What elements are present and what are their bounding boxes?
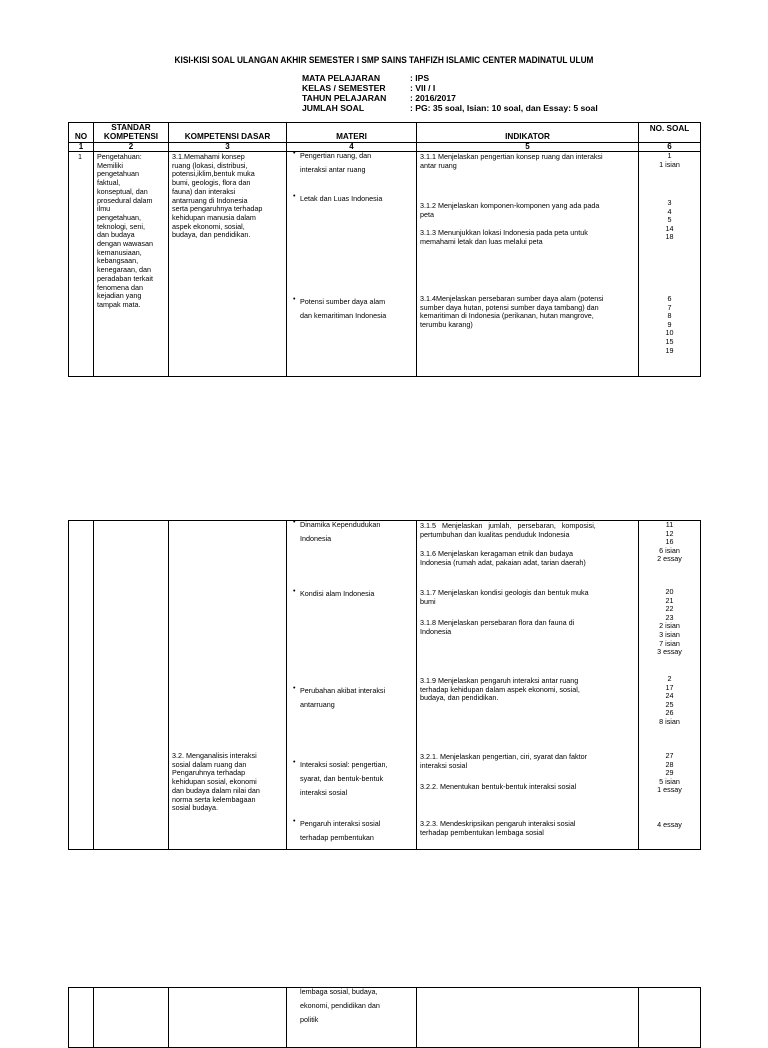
no-soal-item: 26 <box>665 708 674 718</box>
sk-line: kenegaraan, dan <box>97 265 151 275</box>
materi-line: Perubahan akibat interaksi <box>300 686 386 695</box>
table-row <box>69 988 701 1048</box>
bullet-icon: • <box>293 816 296 825</box>
no-soal-item: 23 <box>665 612 674 622</box>
kd-line: 3.1.Memahami konsep <box>172 152 245 161</box>
materi-line: Letak dan Luas Indonesia <box>300 194 383 203</box>
row-number: 1 <box>78 152 82 161</box>
materi-item <box>293 684 413 712</box>
materi-line: interaksi antar ruang <box>300 165 366 174</box>
indikator-item <box>420 619 634 636</box>
sk-line: Memiliki <box>97 160 123 170</box>
bullet-icon: • <box>293 757 296 766</box>
no-soal-item: 8 isian <box>659 716 680 726</box>
kd-line: ruang (lokasi, distribusi, <box>172 160 248 170</box>
bullet-icon: • <box>293 517 296 526</box>
sk-line: kemanusiaan, <box>97 247 142 257</box>
cell-indikator <box>417 988 639 1048</box>
column-number: 4 <box>287 143 417 152</box>
kd-line: bumi, geologis, flora dan <box>172 178 251 188</box>
cell-no-soal <box>639 152 701 377</box>
indikator-line: Indonesia (rumah adat, pakaian adat, tarian daerah) <box>420 557 586 567</box>
indikator-line: peta <box>420 209 434 219</box>
sk-line: dan budaya <box>97 230 135 240</box>
indikator-line: 3.1.3 Menunjukkan lokasi Indonesia pada peta untuk <box>420 228 588 237</box>
no-soal-item: 27 <box>665 751 674 760</box>
kd-line: serta pengaruhnya terhadap <box>172 204 263 214</box>
sk-line: tampak mata. <box>97 299 141 309</box>
indikator-line: 3.1.4Menjelaskan persebaran sumber daya alam (potensi <box>420 294 604 303</box>
no-soal-group <box>639 152 700 169</box>
sk-line: ilmu <box>97 204 111 214</box>
table-row <box>69 521 701 850</box>
header-no-soal: NO. SOAL <box>639 123 701 143</box>
bullet-icon: • <box>293 148 296 157</box>
indikator-item <box>420 589 634 606</box>
no-soal-item: 4 essay <box>657 820 682 829</box>
materi-item <box>293 587 413 601</box>
indikator-item <box>420 677 634 703</box>
materi-line: Dinamika Kependudukan <box>300 520 381 529</box>
bullet-icon: • <box>293 294 296 303</box>
meta-value: : IPS <box>410 73 430 83</box>
bullet-icon: • <box>293 683 296 692</box>
meta-key: TAHUN PELAJARAN <box>302 93 387 103</box>
no-soal-item: 1 essay <box>657 785 682 795</box>
no-soal-item: 16 <box>665 537 674 547</box>
no-soal-item: 17 <box>665 682 674 692</box>
no-soal-item: 2 essay <box>657 554 682 564</box>
indikator-line: 3.1.9 Menjelaskan pengaruh interaksi antar ruang <box>420 676 579 685</box>
no-soal-item: 9 <box>667 319 672 329</box>
kd-line: potensi,iklim,bentuk muka <box>172 169 255 179</box>
kd-line: antarruang di Indonesia <box>172 195 248 205</box>
kd-line: sosial dalam ruang dan <box>172 759 247 769</box>
header-sk-line: KOMPETENSI <box>103 132 159 141</box>
meta-key: MATA PELAJARAN <box>302 73 381 83</box>
materi-item <box>293 518 413 546</box>
indikator-line: 3.1.7 Menjelaskan kondisi geologis dan bentuk muka <box>420 588 589 597</box>
sk-line: dengan wawasan <box>97 239 153 249</box>
sk-line: kebangsaan, <box>97 256 139 266</box>
no-soal-item: 24 <box>665 691 674 701</box>
indikator-line: bumi <box>420 596 436 606</box>
cell-materi <box>287 148 417 377</box>
no-soal-item: 20 <box>665 587 674 596</box>
materi-line: syarat, dan bentuk-bentuk <box>300 774 384 783</box>
materi-line: politik <box>300 1015 319 1024</box>
indikator-item <box>420 202 634 219</box>
materi-line: interaksi sosial <box>300 788 348 797</box>
no-soal-group <box>639 821 700 830</box>
sk-line: faktual, <box>97 178 121 188</box>
no-soal-item: 6 isian <box>659 545 680 555</box>
no-soal-item: 29 <box>665 768 674 778</box>
kd-line: Pengaruhnya terhadap <box>172 768 246 778</box>
cell-indikator <box>417 152 639 377</box>
no-soal-item: 8 <box>667 311 672 321</box>
sk-line: konseptual, dan <box>97 186 148 196</box>
materi-line: terhadap pembentukan <box>300 833 374 842</box>
indikator-item <box>420 229 634 246</box>
no-soal-item: 10 <box>665 328 674 338</box>
kd-line: kehidupan manusia dalam <box>172 212 256 222</box>
indikator-item <box>420 820 634 837</box>
indikator-line: pertumbuhan dan kualitas penduduk Indonesia <box>420 529 570 539</box>
materi-item <box>293 985 413 1027</box>
header-indikator: INDIKATOR <box>417 123 639 143</box>
cell-kompetensi-dasar <box>169 988 287 1048</box>
meta-row <box>302 93 598 103</box>
indikator-line: sumber daya hutan, potensi sumber daya tambang) dan <box>420 302 599 312</box>
meta-key: KELAS / SEMESTER <box>302 83 386 93</box>
indikator-item <box>420 783 634 792</box>
cell-indikator <box>417 521 639 850</box>
sk-line: Pengetahuan: <box>97 152 142 161</box>
kd-line: sosial budaya. <box>172 803 218 813</box>
column-number: 2 <box>94 143 169 152</box>
indikator-line: 3.2.3. Mendeskripsikan pengaruh interaksi sosial <box>420 819 576 828</box>
meta-row <box>302 103 598 113</box>
column-number: 5 <box>417 143 639 152</box>
no-soal-item: 3 isian <box>659 629 680 639</box>
no-soal-item: 11 <box>665 520 674 529</box>
materi-line: Pengertian ruang, dan <box>300 151 372 160</box>
no-soal-item: 22 <box>665 604 674 614</box>
no-soal-item: 18 <box>665 232 674 242</box>
meta-value: : VII / I <box>410 83 436 93</box>
materi-line: Indonesia <box>300 534 332 543</box>
indikator-item <box>420 753 634 770</box>
indikator-item <box>420 295 634 330</box>
no-soal-item: 3 essay <box>657 647 682 657</box>
indikator-line: 3.2.2. Menentukan bentuk-bentuk interaksi sosial <box>420 782 577 791</box>
indikator-line: antar ruang <box>420 160 457 170</box>
no-soal-item: 21 <box>665 595 674 605</box>
no-soal-item: 2 isian <box>659 621 680 631</box>
sk-line: pengetahuan <box>97 169 139 179</box>
kd-line: norma serta kelembagaan <box>172 794 256 804</box>
materi-line: ekonomi, pendidikan dan <box>300 1001 380 1010</box>
materi-line: Potensi sumber daya alam <box>300 297 386 306</box>
indikator-line: 3.2.1. Menjelaskan pengertian, ciri, syarat dan faktor <box>420 752 588 761</box>
meta-block <box>302 73 598 113</box>
indikator-line: interaksi sosial <box>420 760 468 770</box>
kd-line: fauna) dan interaksi <box>172 186 236 196</box>
meta-value: : 2016/2017 <box>410 93 456 103</box>
no-soal-item: 2 <box>667 674 672 683</box>
cell-standar-kompetensi <box>94 521 169 850</box>
cell-no <box>69 988 94 1048</box>
materi-item <box>293 192 413 206</box>
meta-key: JUMLAH SOAL <box>302 103 365 113</box>
no-soal-item: 7 <box>667 302 672 312</box>
meta-row <box>302 83 598 93</box>
kd-line: kehidupan sosial, ekonomi <box>172 777 257 787</box>
kd-line: budaya, dan pendidikan. <box>172 230 251 240</box>
meta-value: : PG: 35 soal, Isian: 10 soal, dan Essay: 5 soal <box>410 103 598 113</box>
cell-no <box>69 152 94 377</box>
sk-line: fenomena dan <box>97 282 143 292</box>
materi-item <box>293 817 413 845</box>
indikator-line: 3.1.1 Menjelaskan pengertian konsep ruang dan interaksi <box>420 152 603 161</box>
sk-line: peradaban terkait <box>97 273 153 283</box>
column-number: 6 <box>639 143 701 152</box>
bullet-icon: • <box>293 191 296 200</box>
materi-item <box>293 149 413 177</box>
materi-line: dan kemaritiman Indonesia <box>300 311 387 320</box>
no-soal-item: 15 <box>665 336 674 346</box>
no-soal-item: 4 <box>667 206 672 216</box>
kd-line: aspek ekonomi, sosial, <box>172 221 245 231</box>
indikator-line: 3.1.5 Menjelaskan jumlah, persebaran, komposisi, <box>420 521 596 530</box>
table-row <box>69 152 701 377</box>
no-soal-item: 5 <box>667 215 672 225</box>
no-soal-item: 12 <box>665 528 674 538</box>
header-materi: MATERI <box>287 123 417 143</box>
cell-no-soal <box>639 988 701 1048</box>
kd-text <box>172 752 283 813</box>
sk-line: teknologi, seni, <box>97 221 145 231</box>
cell-no <box>69 521 94 850</box>
kisi-kisi-table-page3 <box>68 987 701 1048</box>
no-soal-item: 28 <box>665 759 674 769</box>
indikator-line: 3.1.6 Menjelaskan keragaman etnik dan budaya <box>420 549 574 558</box>
indikator-line: budaya, dan pendidikan. <box>420 693 499 703</box>
materi-item <box>293 758 413 800</box>
no-soal-group <box>639 752 700 795</box>
no-soal-group <box>639 199 700 242</box>
kd-line: 3.2. Menganalisis interaksi <box>172 751 257 760</box>
materi-line: Pengaruh interaksi sosial <box>300 819 381 828</box>
materi-line: lembaga sosial, budaya, <box>300 987 378 996</box>
materi-line: Kondisi alam Indonesia <box>300 589 375 598</box>
no-soal-item: 19 <box>665 345 674 355</box>
indikator-line: terhadap kehidupan dalam aspek ekonomi, sosial, <box>420 684 580 694</box>
no-soal-group <box>639 588 700 657</box>
materi-item <box>293 295 413 323</box>
indikator-item <box>420 522 634 539</box>
cell-kompetensi-dasar <box>169 521 287 850</box>
no-soal-item: 6 <box>667 294 672 303</box>
bullet-icon: • <box>293 586 296 595</box>
no-soal-item: 14 <box>665 223 674 233</box>
no-soal-item: 3 <box>667 198 672 207</box>
no-soal-item: 5 isian <box>659 776 680 786</box>
no-soal-group <box>639 295 700 355</box>
kd-line: dan budaya dalam nilai dan <box>172 785 260 795</box>
sk-line: pengetahuan, <box>97 212 141 222</box>
no-soal-group <box>639 675 700 727</box>
indikator-line: Indonesia <box>420 626 452 636</box>
document-title: KISI-KISI SOAL ULANGAN AKHIR SEMESTER I SMP SAINS TAHFIZH ISLAMIC CENTER MADINATUL ULUM <box>174 55 594 65</box>
column-number: 3 <box>169 143 287 152</box>
header-standar-kompetensi <box>94 123 169 143</box>
indikator-item <box>420 550 634 567</box>
cell-kompetensi-dasar <box>169 152 287 377</box>
materi-line: Interaksi sosial: pengertian, <box>300 760 388 769</box>
cell-materi <box>287 988 417 1048</box>
no-soal-item: 25 <box>665 699 674 709</box>
meta-row <box>302 73 598 83</box>
sk-text <box>97 153 165 310</box>
indikator-item <box>420 153 634 170</box>
no-soal-item: 1 isian <box>659 159 680 169</box>
indikator-line: terhadap pembentukan lembaga sosial <box>420 827 544 837</box>
no-soal-group <box>639 521 700 564</box>
materi-line: antarruang <box>300 700 335 709</box>
header-kompetensi-dasar: KOMPETENSI DASAR <box>169 123 287 143</box>
indikator-line: memahami letak dan luas melalui peta <box>420 236 543 246</box>
kd-text <box>172 153 283 240</box>
header-no: NO <box>69 123 94 143</box>
indikator-line: terumbu karang) <box>420 320 473 330</box>
cell-standar-kompetensi <box>94 988 169 1048</box>
kisi-kisi-table-page2 <box>68 517 701 850</box>
column-number: 1 <box>69 143 94 152</box>
no-soal-item: 1 <box>667 151 672 160</box>
sk-line: kejadian yang <box>97 291 142 301</box>
sk-line: prosedural dalam <box>97 195 153 205</box>
cell-standar-kompetensi <box>94 152 169 377</box>
cell-materi <box>287 517 417 850</box>
indikator-line: kemaritiman di Indonesia (perikanan, hutan mangrove, <box>420 311 594 321</box>
indikator-line: 3.1.2 Menjelaskan komponen-komponen yang ada pada <box>420 201 600 210</box>
no-soal-item: 7 isian <box>659 638 680 648</box>
header-sk-line: STANDAR <box>111 123 151 132</box>
cell-no-soal <box>639 521 701 850</box>
indikator-line: 3.1.8 Menjelaskan persebaran flora dan fauna di <box>420 618 575 627</box>
kisi-kisi-table-page1 <box>68 122 701 377</box>
